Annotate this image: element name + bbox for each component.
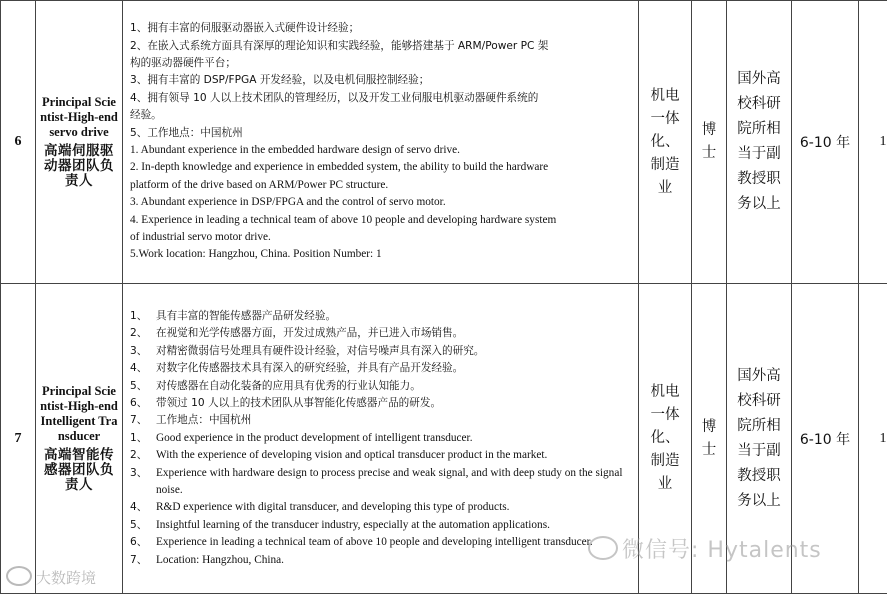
requirement-line: 当于副 [737,146,781,162]
desc-line [130,465,634,500]
desc-line: 经验。 [130,109,162,122]
requirement-line: 教授职 [737,467,781,484]
desc-line-number: 1、 [130,309,148,322]
desc-line: platform of the drive based on ARM/Power PC structure. [130,178,389,191]
position-title-zh: 高端伺服驱动器团队负责人 [44,143,114,189]
degree-line: 博 [701,122,717,138]
desc-line-number: 2、 [130,327,148,340]
desc-line-text: 在视觉和光学传感器方面，开发过成熟产品，并已进入市场销售。 [156,327,464,340]
desc-line-number: 6、 [130,536,148,549]
requirement-line: 校科研 [737,96,781,112]
headcount: 1 [859,284,887,594]
desc-line [130,395,634,412]
industry-line: 机电 [650,87,680,104]
desc-line-text: Experience in leading a technical team of above 10 people and developing intelligent transducer. [156,536,593,549]
desc-line-number: 7、 [130,553,148,566]
desc-line-number: 4、 [130,501,148,514]
position-title-en: Principal Scientist-High-end servo drive [40,95,118,139]
desc-line: 3、拥有丰富的 DSP/FPGA 开发经验，以及电机伺服控制经验； [130,74,430,87]
brand-watermark [6,566,96,588]
requirement-line: 务以上 [737,196,781,212]
position-number: 7 [1,284,36,594]
desc-line [130,534,634,551]
wechat-icon [588,536,618,560]
brand-watermark-text: 大数跨境 [36,569,97,587]
desc-line [130,343,634,360]
requirement-line: 务以上 [737,492,781,509]
desc-line-number: 5、 [130,379,148,392]
desc-line-number: 3、 [130,344,148,357]
desc-line: of industrial servo motor drive. [130,231,271,244]
desc-line-number: 4、 [130,362,148,375]
desc-line [130,430,634,447]
desc-line: 1. Abundant experience in the embedded hardware design of servo drive. [130,144,461,156]
desc-line: 3. Abundant experience in DSP/FPGA and the control of servo motor. [130,196,446,209]
desc-line [130,308,634,325]
industry-line: 业 [657,179,673,196]
desc-line-text: 工作地点：中国杭州 [156,414,252,427]
requirement-line: 院所相 [737,121,781,137]
experience-years: 6-10 年 [792,1,859,284]
desc-line-number: 1、 [130,431,148,444]
brand-logo-icon [6,566,32,586]
industry [639,1,692,284]
degree-line: 士 [701,145,717,161]
industry-line: 化、 [650,133,680,150]
desc-line [130,447,634,464]
position-number: 6 [1,1,36,284]
industry-line: 业 [657,476,673,492]
desc-line [130,325,634,342]
table-row [1,1,887,284]
desc-line-number: 3、 [130,466,148,479]
position-title-en: Principal Scientist-High-end Intelligent Transducer [40,384,118,443]
desc-line-text: 对精密微弱信号处理具有硬件设计经验，对信号噪声具有深入的研究。 [156,344,485,357]
desc-line-number: 7、 [130,414,148,427]
industry-line: 一体 [650,110,680,127]
desc-line-text: 具有丰富的智能传感器产品研发经验。 [156,309,337,322]
desc-line [130,499,634,516]
position-title [36,1,123,284]
desc-line: 5、工作地点：中国杭州 [130,126,243,139]
desc-line-number: 6、 [130,396,148,409]
desc-line-text: 对数字化传感器技术具有深入的研究经验，并具有产品开发经验。 [156,362,464,375]
requirement-line: 国外高 [737,71,781,87]
degree-line: 士 [701,441,717,458]
desc-line: 5.Work location: Hangzhou, China. Position Number: 1 [130,248,382,261]
desc-line [130,378,634,395]
requirement-line: 校科研 [737,392,781,409]
desc-line-text: Good experience in the product development of intelligent transducer. [156,431,473,444]
desc-line-number: 5、 [130,518,148,531]
wechat-watermark [588,533,822,564]
desc-line-text: With the experience of developing vision and optical transducer product in the market. [156,449,548,462]
position-requirement [727,1,792,284]
experience-years: 6-10 年 [792,284,859,594]
industry-line: 一体 [650,407,680,423]
desc-line [130,552,634,569]
desc-line-text: 对传感器在自动化装备的应用具有优秀的行业认知能力。 [156,379,421,392]
position-title-zh: 高端智能传感器团队负责人 [44,447,114,493]
desc-line-text: R&D experience with digital transducer, and developing this type of products. [156,501,510,514]
requirement-line: 教授职 [737,171,781,187]
desc-line: 2. In-depth knowledge and experience in embedded system, the ability to build the hardware [130,161,549,174]
desc-line [130,360,634,377]
desc-line: 4. Experience in leading a technical team of above 10 people and developing hardware system [130,213,557,226]
industry-line: 制造 [650,156,680,173]
desc-line-number: 2、 [130,449,148,462]
desc-line: 1、拥有丰富的伺服驱动器嵌入式硬件设计经验； [130,22,360,35]
position-title [36,284,123,594]
desc-line: 4、拥有领导 10 人以上技术团队的管理经历，以及开发工业伺服电机驱动器硬件系统的 [130,91,539,104]
desc-line-text: Insightful learning of the transducer industry, especially at the automation applications. [156,518,550,531]
headcount: 1 [859,1,887,284]
desc-line-text: Location: Hangzhou, China. [156,553,285,566]
desc-line [130,517,634,534]
desc-line: 2、在嵌入式系统方面具有深厚的理论知识和实践经验，能够搭建基于 ARM/Power PC 架 [130,39,549,52]
position-description [123,1,639,284]
desc-line-text: Experience with hardware design to process precise and weak signal, and with deep study on the signal noise. [156,466,623,497]
industry-line: 制造 [650,453,680,469]
wechat-watermark-text: 微信号: Hytalents [622,538,822,563]
position-description [123,284,639,594]
desc-line [130,412,634,429]
industry-line: 机电 [650,384,680,400]
desc-line-text: 带领过 10 人以上的技术团队从事智能化传感器产品的研发。 [156,396,442,409]
requirement-line: 国外高 [737,367,781,384]
degree-line: 博 [701,418,717,435]
desc-line: 构的驱动器硬件平台； [130,56,236,69]
industry-line: 化、 [650,430,680,446]
degree [692,1,727,284]
requirement-line: 当于副 [737,442,781,459]
requirement-line: 院所相 [737,417,781,434]
